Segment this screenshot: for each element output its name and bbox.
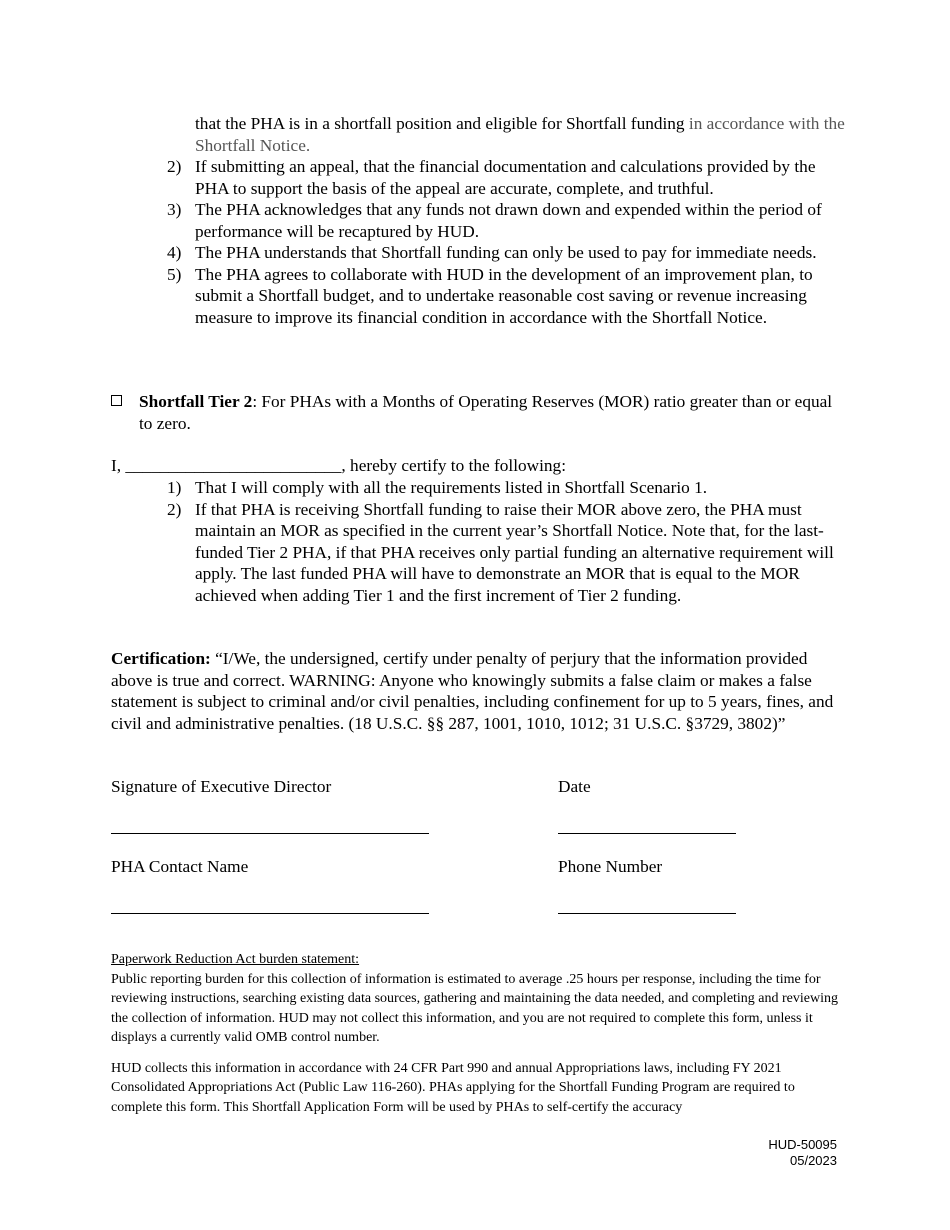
paperwork-paragraph-2: HUD collects this information in accordance with 24 CFR Part 990 and annual Appropriations laws, including FY 2021 Consolidated Appropriations Act (Public Law 116-260). PHAs applying for the Shortfall Funding Program are required to complete this form. This Shortfall Application Form will be used by PHAs to self-certify the accuracy bbox=[111, 1061, 795, 1115]
form-number: HUD-50095 bbox=[768, 1137, 837, 1152]
certification-statement bbox=[111, 648, 843, 734]
list-item-text: The PHA understands that Shortfall funding can only be used to pay for immediate needs. bbox=[195, 243, 817, 262]
list-item-number: 4) bbox=[167, 243, 182, 262]
list-item bbox=[167, 264, 847, 329]
tier2-requirements-list bbox=[167, 477, 847, 606]
certification-label: Certification: bbox=[111, 649, 211, 668]
paperwork-heading: Paperwork Reduction Act burden statement: bbox=[111, 952, 360, 967]
list-item-1-text: that the PHA is in a shortfall position and eligible for Shortfall funding bbox=[195, 114, 689, 133]
phone-number-label: Phone Number bbox=[558, 857, 663, 876]
list-item-number: 5) bbox=[167, 264, 182, 284]
list-item bbox=[167, 477, 847, 499]
phone-number-line[interactable] bbox=[558, 913, 736, 914]
paperwork-paragraph-1: Public reporting burden for this collection of information is estimated to average .25 hours per response, including the time for reviewing instructions, searching existing data sources, gathering and maintaining the data needed, and completing and reviewing the collection of information. HUD may not collect this information, and you are not required to complete this form, unless it displays a currently valid OMB control number. bbox=[111, 972, 839, 1046]
tier2-description: : For PHAs with a Months of Operating Reserves (MOR) ratio greater than or equal to zero. bbox=[139, 392, 833, 433]
executive-director-signature-label: Signature of Executive Director bbox=[111, 777, 332, 796]
list-item bbox=[167, 199, 847, 242]
tier2-title: Shortfall Tier 2 bbox=[139, 392, 253, 411]
list-item-number: 2) bbox=[167, 499, 182, 519]
certification-text: “I/We, the undersigned, certify under penalty of perjury that the information provided above is true and correct. WARNING: Anyone who knowingly submits a false claim or makes a false statement is subject to criminal and/or civil penalties, including confinement for up to 5 years, fines, and civil and administrative penalties. (18 U.S.C. §§ 287, 1001, 1010, 1012; 31 U.S.C. §3729, 3802)” bbox=[111, 649, 834, 733]
tier2-text-block bbox=[111, 391, 841, 434]
list-item-text: That I will comply with all the requirements listed in Shortfall Scenario 1. bbox=[195, 478, 708, 497]
list-item-text: If submitting an appeal, that the financial documentation and calculations provided by the PHA to support the basis of the appeal are accurate, complete, and truthful. bbox=[195, 157, 816, 198]
executive-director-signature-line[interactable] bbox=[111, 833, 429, 834]
list-item-text: The PHA agrees to collaborate with HUD in the development of an improvement plan, to submit a Shortfall budget, and to undertake reasonable cost saving or revenue increasing measure to improve its financial condition in accordance with the Shortfall Notice. bbox=[195, 264, 813, 327]
contact-name-line[interactable] bbox=[111, 913, 429, 914]
tier2-checkbox[interactable] bbox=[111, 395, 122, 406]
list-item-text: The PHA acknowledges that any funds not drawn down and expended within the period of performance will be recaptured by HUD. bbox=[195, 200, 822, 241]
list-item bbox=[167, 242, 847, 264]
form-identifier bbox=[768, 1137, 837, 1168]
certify-line: I, _________________________, hereby certify to the following: bbox=[111, 456, 566, 475]
date-label: Date bbox=[558, 777, 591, 796]
list-item bbox=[167, 499, 847, 607]
form-date: 05/2023 bbox=[790, 1152, 837, 1168]
tier2-option bbox=[111, 391, 841, 434]
list-item bbox=[167, 156, 847, 199]
requirements-list bbox=[167, 156, 847, 328]
contact-name-label: PHA Contact Name bbox=[111, 857, 249, 876]
list-item-number: 1) bbox=[167, 478, 182, 497]
list-item-1-continuation bbox=[195, 113, 845, 156]
list-item-number: 3) bbox=[167, 200, 182, 219]
date-line[interactable] bbox=[558, 833, 736, 834]
list-item-number: 2) bbox=[167, 157, 182, 176]
list-item-1-gray-text: in accordance with the Shortfall Notice. bbox=[195, 114, 845, 155]
list-item-text: If that PHA is receiving Shortfall funding to raise their MOR above zero, the PHA must maintain an MOR as specified in the current year’s Shortfall Notice. Note that, for the last-funded Tier 2 PHA, if that PHA receives only partial funding an alternative requirement will apply. The last funded PHA will have to demonstrate an MOR that is equal to the MOR achieved when adding Tier 1 and the first increment of Tier 2 funding. bbox=[195, 499, 834, 605]
